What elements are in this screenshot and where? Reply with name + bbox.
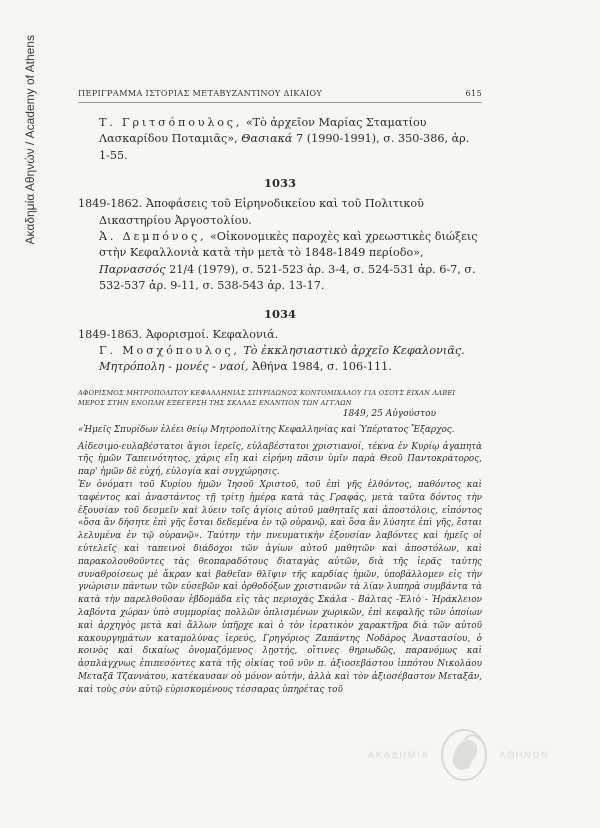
side-label [22,36,38,286]
document-salutation: «Ἡμεῖς Σπυρίδων ἐλέει θείῳ Μητροπολίτης Κεφαλληνίας καὶ Ὑπέρτατος Ἔξαρχος. [78,424,455,435]
reference-journal: Παρνασσός [99,262,166,276]
entry-heading-1034: 1849-1863. Ἀφορισμοί. Κεφαλονιά. [78,327,279,341]
reference-author: Τ. Γριτσόπουλος, [99,116,243,129]
entry-number-1033: 1033 [263,176,296,191]
reference-author: Γ. Μοσχόπουλος, [99,344,240,358]
entry-reference-1033 [78,229,482,295]
reference-text: «Τὸ ἀρχεῖον Μαρίας Σταματίου Λασκαρίδου Ποταμιᾶς», [99,116,427,146]
athena-head-seal-icon [439,728,489,782]
watermark-right-text: ΑΘΗΝΩΝ [499,749,550,761]
document-date: 1849, 25 Αὐγούστου [342,408,436,419]
page-number: 615 [465,88,482,98]
reference-text: «Οἰκονομικὲς παροχὲς καὶ χρεωστικὲς διώξεις στὴν Κεφαλλονιὰ κατὰ τὴν μετὰ τὸ 1848-1849 περίοδο», [99,230,478,260]
watermark-left-text: ΑΚΑΔΗΜΙΑ [368,749,430,761]
document-paragraph-1: Αἰδεσιμο-ευλαβέστατοι ἅγιοι ἱερεῖς, εὐλαβέστατοι χριστιανοί, τέκνα ἐν Κυρίῳ ἀγαπητὰ τῆς ἡμῶν Ταπεινότητος, χάρις εἴη καὶ εἰρήνη πᾶσιν ὑμῖν παρὰ Θεοῦ Παντοκράτορος, παρ' ἡμῶν δὲ εὐχή, εὐλογία καὶ συγχώρησις. [78,441,482,478]
reference-title: Τὸ ἐκκλησιαστικὸ ἀρχεῖο Κεφαλονιᾶς. Μητρόπολη - μονές - ναοί, [99,344,465,374]
reference-rest: Ἀθήνα 1984, σ. 106-111. [248,360,392,374]
document-paragraph-2: Ἐν ὀνόματι τοῦ Κυρίου ἡμῶν Ἰησοῦ Χριστοῦ, τοῦ ἐπὶ γῆς ἐλθόντος, παθόντος καὶ ταφέντος καὶ ἀναστάντος τῇ τρίτῃ ἡμέρᾳ κατὰ τὰς Γραφάς, μετὰ ταῦτα δόντος τὴν ἐξουσίαν τοῦ δεσμεῖν καὶ λύειν τοῖς ἁγίοις αὐτοῦ μαθηταῖς καὶ ἀποστόλοις, εἰπόντος «ὅσα ἂν δήσητε ἐπὶ γῆς ἔσται δεδεμένα ἐν τῷ οὐρανῷ, καὶ ὅσα ἂν λύσητε ἐπὶ γῆς, ἔσται λελυμένα ἐν τῷ οὐρανῷ». Ταύτην τὴν πνευματικὴν ἐξουσίαν λαβόντες καὶ ἡμεῖς οἱ εὐτελεῖς καὶ ταπεινοὶ διάδοχοι τῶν ἁγίων αὐτοῦ μαθητῶν καὶ ἀποστόλων, καὶ παρακολουθοῦντες τὰς θεοπαραδότους διαταγὰς αὐτῶν, διὰ τῆς ἱερᾶς ταύτης συναθροίσεως μὲ ἄκραν καὶ βαθεῖαν θλῖψιν τῆς καρδίας ἡμῶν, ὑποβάλλομεν εἰς τὴν γνώρισιν πάντων τῶν εὐσεβῶν καὶ ὀρθοδόξων χριστιανῶν τὰ λίαν λυπηρὰ συμβάντα τὰ κατὰ τὴν παρελθοῦσαν ἑβδομάδα εἰς τὰς περιοχὰς Σκάλα - Βάλτας -Ἐλιὸ - Ἡράκλειον λαβόντα χώραν ὑπὸ συμμορίας πολλῶν ὁπλισμένων χωρικῶν, ἐπὶ κεφαλῆς τῶν ὁποίων καὶ ἀρχηγὸς μετὰ καὶ ἄλλων ὑπῆρχε καὶ ὁ τὸν ἱερατικὸν χαρακτῆρα διὰ τῶν αὐτοῦ κακουργημάτων καταμολύνας ἱερεύς, Γρηγόριος Ζαπάντης Νοδάρος Ἀναστασίου, ὁ κοινὸς καὶ δικαίως ὀνομαζόμενος λῃστής, οἵτινες θηριωδῶς, παρανόμως καὶ ἀσπλάγχνως ἐπιπεσόντες κατὰ τῆς οἰκίας τοῦ νῦν π. ἀξιοσεβάστου ἱππότου Νικολάου Μεταξᾶ Τζαννάτου, κατέκαυσαν οὐ μόνον αὐτήν, ἀλλὰ καὶ τὸν ἀξιοσέβαστον Μεταξᾶν, καὶ τοὺς σὺν αὐτῷ εὑρισκομένους τέσσαρας ὑπηρέτας τοῦ [78,480,482,695]
side-label-text: Ακαδημία Αθηνών / Academy of Athens [23,35,37,245]
entry-reference-1034 [78,343,482,376]
book-page [78,88,482,697]
academy-watermark [368,728,549,782]
running-head-title: ΠΕΡΙΓΡΑΜΜΑ ΙΣΤΟΡΙΑΣ ΜΕΤΑΒΥΖΑΝΤΙΝΟΥ ΔΙΚΑΙΟΥ [78,88,323,98]
reference-author: Ἀ. Δεμπόνος, [99,230,207,244]
document-title: ΑΦΟΡΙΣΜΟΣ ΜΗΤΡΟΠΟΛΙΤΟΥ ΚΕΦΑΛΛΗΝΙΑΣ ΣΠΥΡΙΔΩΝΟΣ ΚΟΝΤΟΜΙΧΑΛΟΥ ΓΙΑ ΟΣΟΥΣ ΕΙΧΑΝ ΛΑΒΕΙ ΜΕΡΟΣ ΣΤΗΝ ΕΝΟΠΛΗ ΕΞΕΓΕΡΣΗ ΤΗΣ ΣΚΑΛΑΣ ΕΝΑΝΤΙΟΝ ΤΩΝ ΑΓΓΛΩΝ [78,388,456,407]
reference-rest: 21/4 (1979), σ. 521-523 ἀρ. 3-4, σ. 524-531 ἀρ. 6-7, σ. 532-537 ἀρ. 9-11, σ. 538-543 ἀρ. 13-17. [99,262,476,293]
reference-rest: 7 (1990-1991), σ. 350-386, ἀρ. 1-55. [99,132,470,162]
entry-heading-1033: 1849-1862. Ἀποφάσεις τοῦ Εἰρηνοδικείου καὶ τοῦ Πολιτικοῦ Δικαστηρίου Ἀργοστολίου. [78,197,424,227]
running-head [78,88,482,103]
reference-journal: Θασιακά [241,132,293,146]
carryover-reference [78,115,482,164]
entry-number-1034: 1034 [263,306,296,321]
